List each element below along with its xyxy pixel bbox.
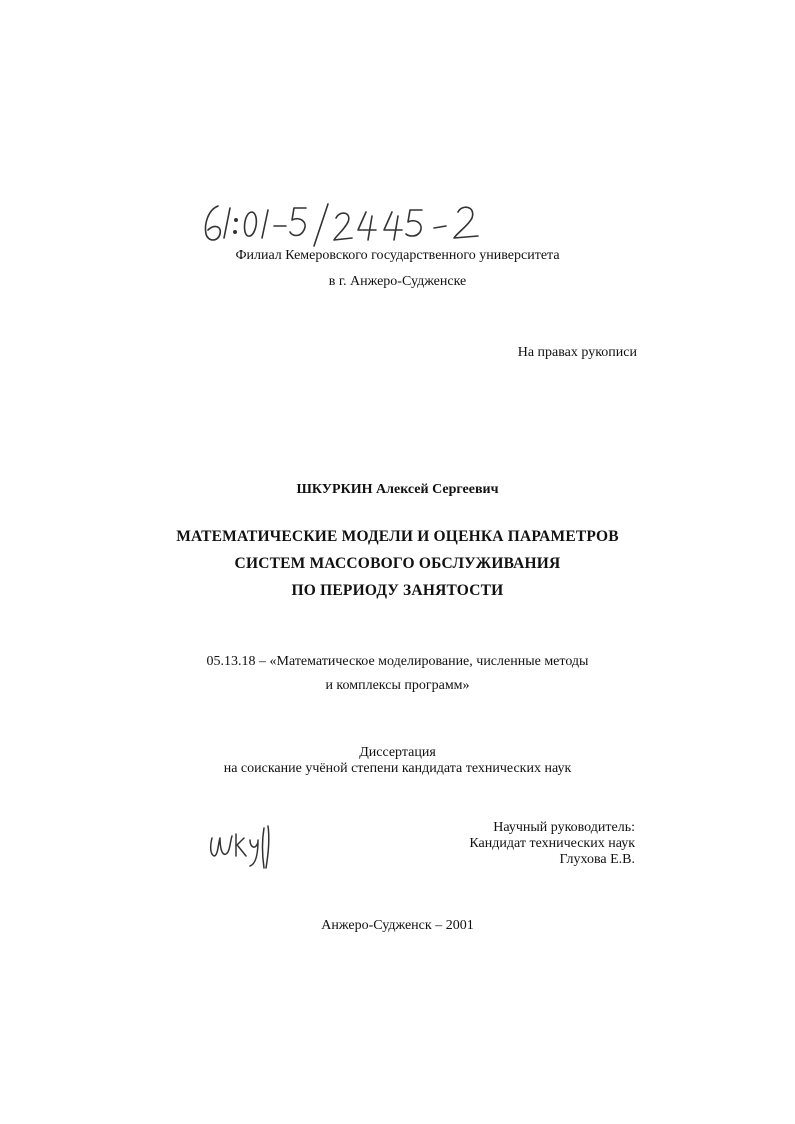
specialty-line-1: 05.13.18 – «Математическое моделирование, численные методы xyxy=(206,654,589,669)
archive-mark-handwriting xyxy=(196,196,516,252)
city-year: Анжеро-Судженск – 2001 xyxy=(321,918,474,933)
author-signature xyxy=(206,820,286,872)
manuscript-note: На правах рукописи xyxy=(517,345,637,360)
institution-line-1: Филиал Кемеровского государственного университета xyxy=(235,248,560,263)
supervisor-name: Глухова Е.В. xyxy=(559,852,635,867)
title-line-2: СИСТЕМ МАССОВОГО ОБСЛУЖИВАНИЯ xyxy=(234,555,561,572)
title-line-1: МАТЕМАТИЧЕСКИЕ МОДЕЛИ И ОЦЕНКА ПАРАМЕТРОВ xyxy=(176,528,619,545)
specialty-line-2: и комплексы программ» xyxy=(325,678,470,693)
supervisor-degree: Кандидат технических наук xyxy=(469,836,635,851)
supervisor-label: Научный руководитель: xyxy=(493,820,635,835)
title-line-3: ПО ПЕРИОДУ ЗАНЯТОСТИ xyxy=(291,582,504,599)
dissertation-purpose: на соискание учёной степени кандидата технических наук xyxy=(223,761,572,776)
dissertation-label: Диссертация xyxy=(359,745,436,760)
author-name: ШКУРКИН Алексей Сергеевич xyxy=(296,482,499,497)
institution-line-2: в г. Анжеро-Судженске xyxy=(328,274,467,289)
